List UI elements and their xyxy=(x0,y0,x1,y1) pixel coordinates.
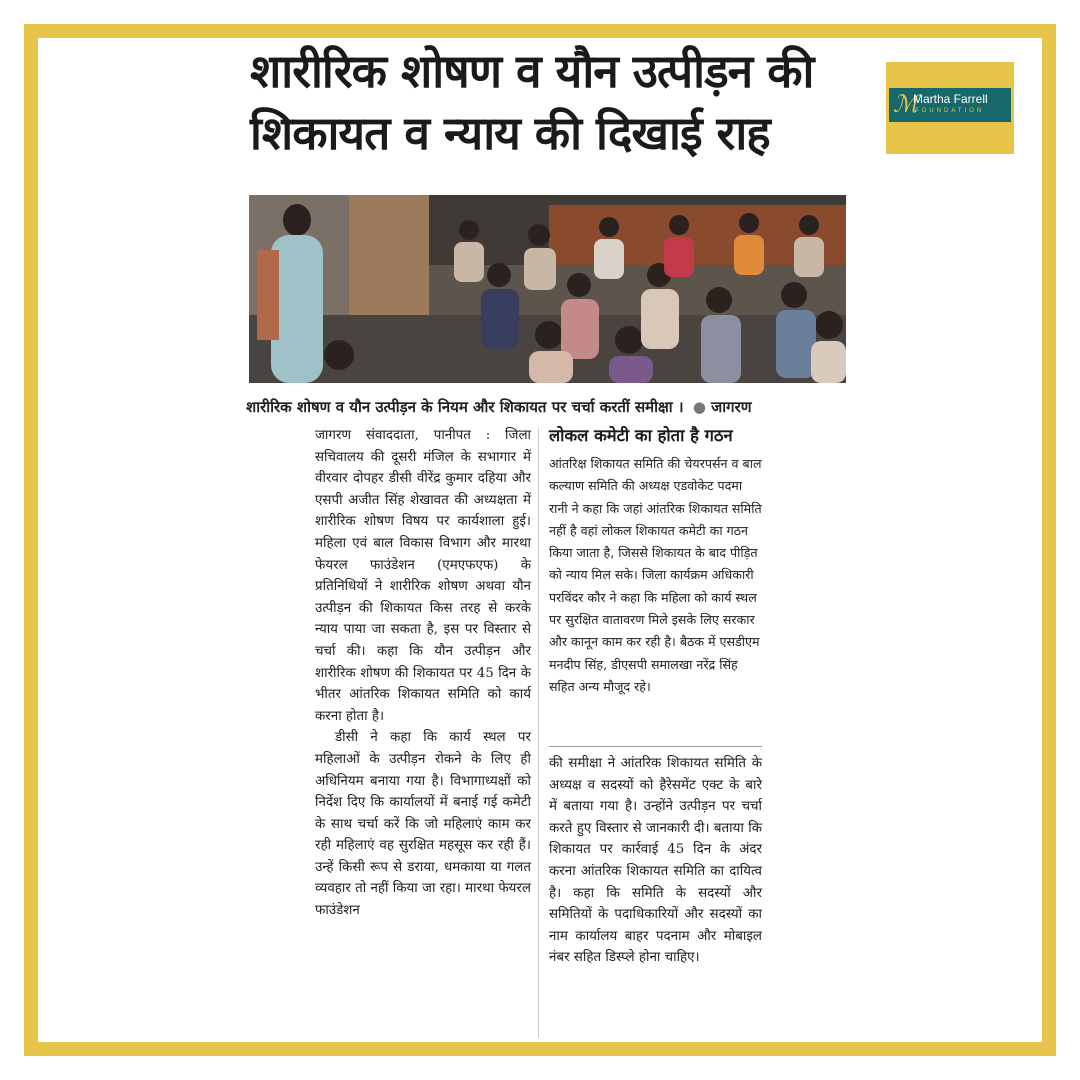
caption-source: जागरण xyxy=(711,398,752,416)
sidebar-title: लोकल कमेटी का होता है गठन xyxy=(549,426,733,445)
article-column-2 xyxy=(549,753,762,969)
sidebar-text: आंतरिक्ष शिकायत समिति की चेयरपर्सन व बाल कल्याण समिति की अध्यक्ष एडवोकेट पदमा रानी ने कहा कि जहां आंतरिक शिकायत समिति नहीं है वहां लोकल शिकायत कमेटी का गठन किया जाता है, जिससे शिकायत के बाद पीड़ित को न्याय मिल सके। जिला कार्यक्रम अधिकारी परविंदर कौर ने कहा कि महिला को कार्य स्थल पर सुरक्षित वातावरण मिले इसके लिए सरकार और कानून काम कर रही है। बैठक में एसडीएम मनदीप सिंह, डीएसपी समालखा नरेंद्र सिंह सहित अन्य मौजूद रहे। xyxy=(549,456,762,694)
photo-caption xyxy=(246,397,852,417)
logo-subtitle: FOUNDATION xyxy=(915,108,985,114)
yellow-frame xyxy=(24,24,1056,1056)
logo-name: Martha Farrell xyxy=(913,92,988,106)
sidebar-divider xyxy=(549,746,762,747)
headline-line-2: शिकायत व न्याय की दिखाई राह xyxy=(250,106,770,160)
headline-line-1: शारीरिक शोषण व यौन उत्पीड़न की xyxy=(250,44,814,98)
workshop-photo-illustration xyxy=(249,195,846,383)
caption-text: शारीरिक शोषण व यौन उत्पीड़न के नियम और शिकायत पर चर्चा करतीं समीक्षा । xyxy=(246,398,684,416)
bullet-dot-icon: ● xyxy=(692,398,706,416)
column-divider xyxy=(538,428,539,1038)
workshop-photo xyxy=(249,195,846,383)
foundation-logo xyxy=(886,62,1014,154)
logo-mark-icon: ℳ xyxy=(893,90,919,118)
article-paragraph-3: की समीक्षा ने आंतरिक शिकायत समिति के अध्यक्ष व सदस्यों को हैरेसमेंट एक्ट के बारे में बताया गया है। उन्होंने उत्पीड़न पर चर्चा करते हुए विस्तार से जानकारी दी। बताया कि शिकायत पर कार्रवाई 45 दिन के अंदर करना आंतरिक शिकायत समिति का दायित्व है। कहा कि समिति के सदस्यों और समितियों के पदाधिकारियों और सदस्यों का नाम कार्यालय बाहर पदनाम और मोबाइल नंबर सहित डिस्प्ले होना चाहिए। xyxy=(549,756,762,966)
sidebar-box xyxy=(549,425,762,698)
article-paragraph-2: डीसी ने कहा कि कार्य स्थल पर महिलाओं के उत्पीड़न रोकने के लिए ही अधिनियम बनाया गया है। विभागाध्यक्षों को निर्देश दिए कि कार्यालयों में बनाई गई कमेटी के साथ चर्चा करें कि जो महिलाएं काम कर रही महिलाएं वह सुरक्षित महसूस कर रही हैं। उन्हें किसी रूप से डराया, धमकाया या गलत व्यवहार तो नहीं किया जा रहा। मारथा फेयरल फाउंडेशन xyxy=(315,730,531,919)
logo-badge xyxy=(889,88,1011,122)
article-column-1 xyxy=(315,425,531,922)
article-headline xyxy=(250,40,850,164)
article-paragraph-1: जागरण संवाददाता, पानीपत : जिला सचिवालय की दूसरी मंजिल के सभागार में वीरवार दोपहर डीसी वीरेंद्र कुमार दहिया और एसपी अजीत सिंह शेखावत की अध्यक्षता में शारीरिक शोषण विषय पर कार्यशाला हुई। महिला एवं बाल विकास विभाग और मारथा फेयरल फाउंडेशन (एमएफएफ) के प्रतिनिधियों ने शारीरिक शोषण अथवा यौन उत्पीड़न की शिकायत किस तरह से करके न्याय पाया जा सकता है, इस पर विस्तार से चर्चा की। कहा कि यौन उत्पीड़न और शारीरिक शोषण की शिकायत पर 45 दिन के भीतर आंतरिक शिकायत समिति को कार्य करना होता है। xyxy=(315,428,531,724)
